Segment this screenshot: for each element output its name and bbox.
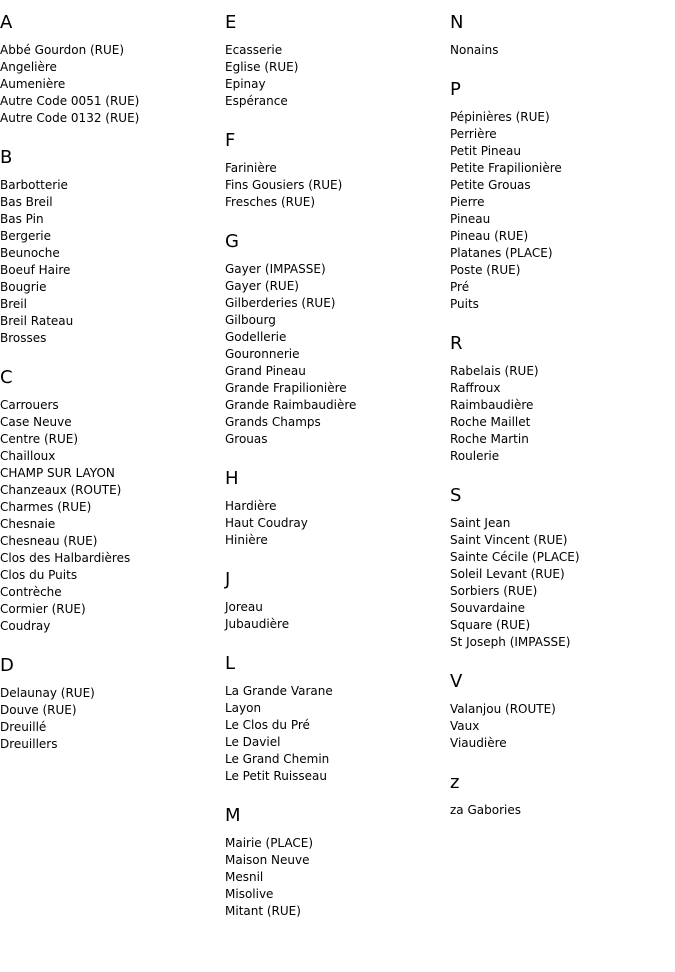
letter-heading: z	[450, 772, 460, 793]
letter-heading: S	[450, 485, 462, 506]
street-link[interactable]: Perrière	[450, 127, 497, 141]
street-link[interactable]: Roche Maillet	[450, 415, 531, 429]
letter-section-m	[225, 805, 445, 920]
street-list	[450, 515, 670, 651]
street-link[interactable]: Bas Pin	[0, 212, 44, 226]
street-link[interactable]: Angelière	[0, 60, 57, 74]
street-link[interactable]: Farinière	[225, 161, 277, 175]
street-index-column-3	[450, 12, 670, 839]
street-list	[450, 42, 670, 59]
street-list	[0, 685, 220, 753]
letter-section-b	[0, 147, 220, 347]
letter-section-j	[225, 569, 445, 633]
street-link[interactable]: Misolive	[225, 887, 274, 901]
letter-heading: A	[0, 12, 13, 33]
street-list	[225, 42, 445, 110]
letter-section-v	[450, 671, 670, 752]
street-link[interactable]: Rabelais (RUE)	[450, 364, 539, 378]
street-link[interactable]: Platanes (PLACE)	[450, 246, 553, 260]
letter-heading: V	[450, 671, 463, 692]
street-list	[450, 701, 670, 752]
street-link[interactable]: Delaunay (RUE)	[0, 686, 95, 700]
street-link[interactable]: Centre (RUE)	[0, 432, 79, 446]
street-link[interactable]: Clos des Halbardières	[0, 551, 131, 565]
street-list	[225, 599, 445, 633]
street-link[interactable]: Gayer (RUE)	[225, 279, 299, 293]
letter-heading: B	[0, 147, 13, 168]
street-link[interactable]: Coudray	[0, 619, 51, 633]
letter-heading: N	[450, 12, 464, 33]
letter-section-n	[450, 12, 670, 59]
street-link[interactable]: Vaux	[450, 719, 480, 733]
letter-section-e	[225, 12, 445, 110]
letter-section-l	[225, 653, 445, 785]
street-link[interactable]: Charmes (RUE)	[0, 500, 92, 514]
street-link[interactable]: Autre Code 0051 (RUE)	[0, 94, 140, 108]
street-link[interactable]: Espérance	[225, 94, 288, 108]
street-link[interactable]: Bougrie	[0, 280, 47, 294]
street-link[interactable]: Boeuf Haire	[0, 263, 71, 277]
street-link[interactable]: Gilbourg	[225, 313, 276, 327]
street-link[interactable]: Pré	[450, 280, 470, 294]
street-link[interactable]: St Joseph (IMPASSE)	[450, 635, 571, 649]
street-link[interactable]: Soleil Levant (RUE)	[450, 567, 565, 581]
street-list	[0, 177, 220, 347]
letter-section-r	[450, 333, 670, 465]
street-list	[225, 261, 445, 448]
street-link[interactable]: Grande Raimbaudière	[225, 398, 357, 412]
street-link[interactable]: Gayer (IMPASSE)	[225, 262, 326, 276]
street-link[interactable]: Beunoche	[0, 246, 60, 260]
street-link[interactable]: Gouronnerie	[225, 347, 300, 361]
street-link[interactable]: Gilberderies (RUE)	[225, 296, 336, 310]
street-link[interactable]: Sorbiers (RUE)	[450, 584, 538, 598]
street-list	[450, 802, 670, 819]
street-link[interactable]: Valanjou (ROUTE)	[450, 702, 556, 716]
street-link[interactable]: Sainte Cécile (PLACE)	[450, 550, 580, 564]
street-link[interactable]: Grands Champs	[225, 415, 321, 429]
street-link[interactable]: Bergerie	[0, 229, 51, 243]
letter-heading: M	[225, 805, 241, 826]
letter-section-f	[225, 130, 445, 211]
street-link[interactable]: Le Grand Chemin	[225, 752, 330, 766]
letter-section-z	[450, 772, 670, 819]
letter-heading: P	[450, 79, 461, 100]
street-list	[225, 498, 445, 549]
street-link[interactable]: Bas Breil	[0, 195, 53, 209]
letter-section-c	[0, 367, 220, 635]
street-link[interactable]: Chesnaie	[0, 517, 56, 531]
street-link[interactable]: Fins Gousiers (RUE)	[225, 178, 343, 192]
street-link[interactable]: Epinay	[225, 77, 266, 91]
street-link[interactable]: Nonains	[450, 43, 499, 57]
letter-heading: G	[225, 231, 239, 252]
street-link[interactable]: Dreuillé	[0, 720, 47, 734]
street-link[interactable]: Abbé Gourdon (RUE)	[0, 43, 125, 57]
street-link[interactable]: Grand Pineau	[225, 364, 306, 378]
street-link[interactable]: Pineau	[450, 212, 491, 226]
street-link[interactable]: Clos du Puits	[0, 568, 78, 582]
street-link[interactable]: Ecasserie	[225, 43, 283, 57]
letter-section-g	[225, 231, 445, 448]
street-link[interactable]: Pierre	[450, 195, 485, 209]
street-link[interactable]: Mitant (RUE)	[225, 904, 301, 918]
street-list	[450, 363, 670, 465]
street-link[interactable]: Maison Neuve	[225, 853, 310, 867]
street-link[interactable]: Fresches (RUE)	[225, 195, 316, 209]
street-list	[450, 109, 670, 313]
street-link[interactable]: Saint Vincent (RUE)	[450, 533, 568, 547]
letter-section-p	[450, 79, 670, 313]
letter-heading: F	[225, 130, 236, 151]
letter-section-h	[225, 468, 445, 549]
street-link[interactable]: Godellerie	[225, 330, 287, 344]
street-link[interactable]: Petite Frapilionière	[450, 161, 562, 175]
street-link[interactable]: Grouas	[225, 432, 268, 446]
street-link[interactable]: Haut Coudray	[225, 516, 308, 530]
street-link[interactable]: Layon	[225, 701, 262, 715]
street-list	[225, 683, 445, 785]
street-link[interactable]: Chesneau (RUE)	[0, 534, 98, 548]
street-link[interactable]: Breil	[0, 297, 27, 311]
street-link[interactable]: Raimbaudière	[450, 398, 534, 412]
street-link[interactable]: Pineau (RUE)	[450, 229, 529, 243]
street-link[interactable]: Petite Grouas	[450, 178, 531, 192]
street-link[interactable]: Brosses	[0, 331, 47, 345]
street-link[interactable]: za Gabories	[450, 803, 521, 817]
street-link[interactable]: Viaudière	[450, 736, 507, 750]
street-link[interactable]: Roche Martin	[450, 432, 529, 446]
street-link[interactable]: Le Petit Ruisseau	[225, 769, 328, 783]
letter-heading: C	[0, 367, 13, 388]
letter-heading: H	[225, 468, 239, 489]
street-link[interactable]: Barbotterie	[0, 178, 68, 192]
street-link[interactable]: Pépinières (RUE)	[450, 110, 550, 124]
street-link[interactable]: Joreau	[225, 600, 263, 614]
street-link[interactable]: La Grande Varane	[225, 684, 333, 698]
street-link[interactable]: Square (RUE)	[450, 618, 531, 632]
street-link[interactable]: Mesnil	[225, 870, 264, 884]
street-link[interactable]: Le Clos du Pré	[225, 718, 310, 732]
street-link[interactable]: Jubaudière	[225, 617, 290, 631]
street-link[interactable]: Hinière	[225, 533, 268, 547]
letter-heading: R	[450, 333, 463, 354]
street-link[interactable]: Dreuillers	[0, 737, 58, 751]
street-link[interactable]: Souvardaine	[450, 601, 526, 615]
street-link[interactable]: Chailloux	[0, 449, 56, 463]
street-link[interactable]: Chanzeaux (ROUTE)	[0, 483, 122, 497]
letter-section-s	[450, 485, 670, 651]
street-link[interactable]: Eglise (RUE)	[225, 60, 299, 74]
letter-heading: E	[225, 12, 237, 33]
street-link[interactable]: Cormier (RUE)	[0, 602, 86, 616]
letter-heading: D	[0, 655, 14, 676]
street-link[interactable]: Mairie (PLACE)	[225, 836, 314, 850]
street-index-column-1	[0, 12, 220, 773]
letter-heading: J	[225, 569, 231, 590]
street-link[interactable]: Roulerie	[450, 449, 500, 463]
street-list	[0, 42, 220, 127]
street-list	[225, 835, 445, 920]
street-list	[0, 397, 220, 635]
street-link[interactable]: Carrouers	[0, 398, 59, 412]
street-link[interactable]: Saint Jean	[450, 516, 511, 530]
letter-section-a	[0, 12, 220, 127]
street-link[interactable]: Case Neuve	[0, 415, 72, 429]
street-list	[225, 160, 445, 211]
street-link[interactable]: Aumenière	[0, 77, 66, 91]
street-link[interactable]: Le Daviel	[225, 735, 281, 749]
street-link[interactable]: CHAMP SUR LAYON	[0, 466, 115, 480]
street-link[interactable]: Contrèche	[0, 585, 62, 599]
street-link[interactable]: Hardière	[225, 499, 277, 513]
letter-heading: L	[225, 653, 236, 674]
street-link[interactable]: Grande Frapilionière	[225, 381, 347, 395]
street-link[interactable]: Poste (RUE)	[450, 263, 521, 277]
street-link[interactable]: Breil Rateau	[0, 314, 74, 328]
letter-section-d	[0, 655, 220, 753]
street-link[interactable]: Raffroux	[450, 381, 501, 395]
street-index-column-2	[225, 12, 445, 940]
street-link[interactable]: Autre Code 0132 (RUE)	[0, 111, 140, 125]
street-link[interactable]: Puits	[450, 297, 479, 311]
street-link[interactable]: Douve (RUE)	[0, 703, 77, 717]
street-link[interactable]: Petit Pineau	[450, 144, 522, 158]
